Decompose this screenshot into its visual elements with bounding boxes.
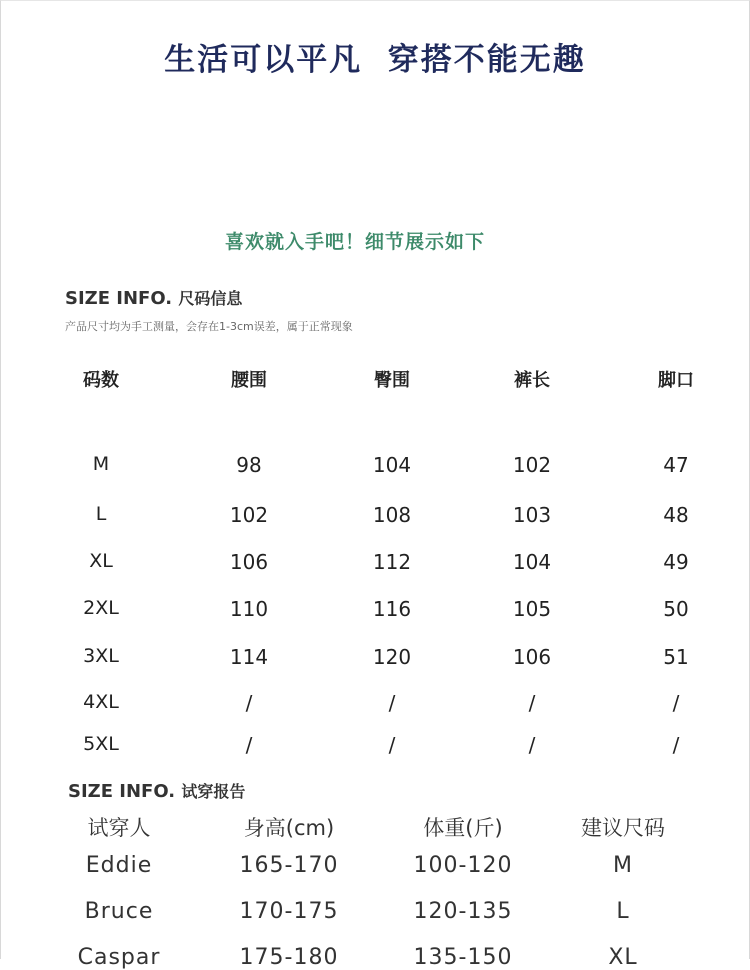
size-cell-r4-c2: 120 [372,645,412,669]
size-cell-r4-c3: 106 [512,645,552,669]
size-cell-r4-c0: 3XL [83,645,119,667]
size-cell-r2-c1: 106 [229,550,269,574]
try-cell-r1-c3: L [616,899,630,924]
size-cell-r0-c2: 104 [372,453,412,477]
try-cell-r1-c1: 170-175 [239,899,339,924]
size-cell-r0-c1: 98 [236,453,262,477]
try-cell-r2-c0: Caspar [77,945,161,970]
size-cell-r3-c1: 110 [229,597,269,621]
size-header-3: 裤长 [514,370,550,391]
size-cell-r5-c3: / [528,691,536,715]
size-cell-r2-c2: 112 [372,550,412,574]
size-cell-r6-c0: 5XL [83,733,119,755]
size-cell-r2-c4: 49 [663,550,689,574]
size-cell-r0-c0: M [92,453,110,475]
size-info-title-cn: 尺码信息 [178,289,243,308]
try-report-title-en: SIZE INFO. [68,781,176,802]
try-header-3: 建议尺码 [581,816,665,840]
size-cell-r1-c4: 48 [663,503,689,527]
headline: 生活可以平凡 穿搭不能无趣 [164,42,586,78]
size-cell-r2-c0: XL [89,550,113,572]
try-cell-r2-c3: XL [608,945,638,970]
size-info-title-en: SIZE INFO. [65,288,173,309]
size-header-4: 脚口 [658,370,694,391]
size-cell-r0-c3: 102 [512,453,552,477]
size-cell-r3-c4: 50 [663,597,689,621]
try-cell-r1-c0: Bruce [84,899,154,924]
try-cell-r0-c3: M [613,853,633,878]
size-cell-r1-c0: L [95,503,107,525]
try-report-title [68,779,245,802]
size-cell-r3-c0: 2XL [83,597,119,619]
try-cell-r0-c0: Eddie [85,853,153,878]
size-cell-r1-c1: 102 [229,503,269,527]
size-header-1: 腰围 [231,370,267,391]
try-cell-r0-c2: 100-120 [413,853,513,878]
size-cell-r3-c2: 116 [372,597,412,621]
try-header-2: 体重(斤) [423,816,503,840]
size-info-title [65,286,242,309]
size-cell-r4-c1: 114 [229,645,269,669]
size-cell-r4-c4: 51 [663,645,689,669]
size-cell-r0-c4: 47 [663,453,689,477]
size-cell-r5-c2: / [388,691,396,715]
try-header-0: 试穿人 [87,816,151,840]
size-header-2: 臀围 [374,370,410,391]
measurement-note: 产品尺寸均为手工测量，会存在1-3cm误差，属于正常现象 [65,320,353,333]
size-cell-r3-c3: 105 [512,597,552,621]
size-cell-r2-c3: 104 [512,550,552,574]
size-cell-r6-c4: / [672,733,680,757]
size-cell-r6-c1: / [245,733,253,757]
size-cell-r5-c1: / [245,691,253,715]
size-cell-r1-c3: 103 [512,503,552,527]
size-cell-r5-c4: / [672,691,680,715]
size-cell-r6-c2: / [388,733,396,757]
try-cell-r0-c1: 165-170 [239,853,339,878]
size-header-0: 码数 [83,370,119,391]
size-cell-r1-c2: 108 [372,503,412,527]
size-cell-r6-c3: / [528,733,536,757]
size-cell-r5-c0: 4XL [83,691,119,713]
try-report-title-cn: 试穿报告 [181,782,246,801]
try-cell-r2-c2: 135-150 [413,945,513,970]
subhead: 喜欢就入手吧！细节展示如下 [224,231,485,253]
try-header-1: 身高(cm) [243,816,335,840]
try-cell-r1-c2: 120-135 [413,899,513,924]
try-cell-r2-c1: 175-180 [239,945,339,970]
